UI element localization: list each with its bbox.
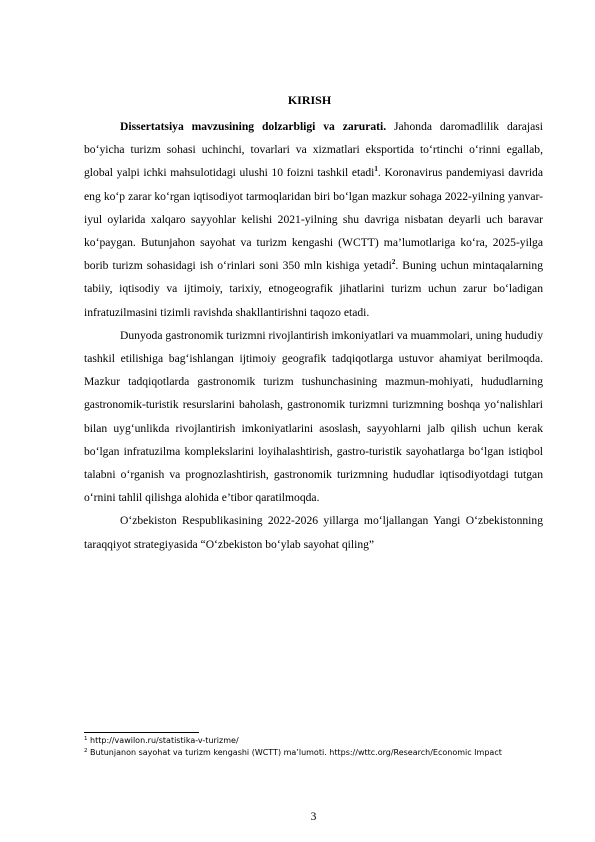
paragraph-1-part-1: Jahonda daromadlilik darajasi bo‘yicha turizm sohasi uchinchi, tovarlari va xizmatlari eksportida to‘rtinchi o‘rinni egallab, global yalpi ichki mahsulotidagi ulushi 10 foizni tashkil etadi	[84, 120, 544, 180]
paragraph-2: Dunyoda gastronomik turizmni rivojlantirish imkoniyatlari va muammolari, uning hududiy tashkil etilishiga bag‘ishlangan ijtimoiy geografik tadqiqotlarga ustuvor ahamiyat berilmoqda. Mazkur tadqiqotlarda gastronomik turizm tushunchasining mazmun-mohiyati, hududlarning gastronomik-turistik resurslarini baholash, gastronomik turizmni turizmning boshqa yo‘nalishlari bilan uyg‘unlikda rivojlantirish imkoniyatlarini asoslash, sayyohlarni jalb qilish uchun kerak bo‘lgan infratuzilma komplekslarini loyihalashtirish, gastro-turistik sayohatlarga bo‘lgan istiqbol talabni o‘rganish va prognozlashtirish, gastronomik turizmning hududlar iqtisodiyotdagi tutgan o‘rnini tahlil qilishga alohida e’tibor qaratilmoqda.	[84, 328, 543, 505]
paragraph-1-part-2: . Koronavirus pandemiyasi davrida eng ko‘p zarar ko‘rgan iqtisodiyot tarmoqlaridan biri bo‘lgan mazkur sohaga 2022-yilning yanvar-iyul oylarida xalqaro sayyohlar kelishi 2021-yilning shu davriga nisbatan deyarli uch baravar ko‘paygan. Butunjahon sayohat va turizm kengashi (WCTT) ma’lumotlariga ko‘ra, 2025-yilga borib turizm sohasidagi ish o‘rinlari soni 350 mln kishiga yetadi	[84, 166, 543, 273]
paragraph-lead: Dissertatsiya mavzusining dolzarbligi va zarurati.	[120, 120, 387, 133]
section-heading: KIRISH	[287, 93, 332, 107]
page-number: 3	[310, 811, 317, 823]
body-text	[84, 115, 543, 556]
footnote-link-1[interactable]: http://vawilon.ru/statistika-v-turizme/	[87, 736, 239, 745]
footnote-1	[84, 735, 545, 747]
footnote-number-1: 1	[84, 736, 88, 742]
paragraph-3: O‘zbekiston Respublikasining 2022-2026 yillarga mo‘ljallangan Yangi O‘zbekistonning taraqqiyot strategiyasida “O‘zbekiston bo‘ylab sayohat qiling”	[84, 514, 543, 551]
footnote-text-2: Butunjanon sayohat va turizm kengashi (WCTT) ma’lumoti. https://wttc.org/Research/Economic Impact	[87, 747, 502, 757]
footnote-divider	[84, 732, 199, 733]
footnote-ref-2[interactable]: 2	[391, 258, 396, 267]
footnote-2	[84, 747, 545, 759]
paragraph-1-part-3: . Buning uchun mintaqalarning tabiiy, iqtisodiy va ijtimoiy, tarixiy, etnogeografik jihatlarini turizm uchun zarur bo‘ladigan infratuzilmasini tizimli ravishda shakllantirishni taqozo etadi.	[84, 259, 543, 319]
footnote-ref-1[interactable]: 1	[374, 165, 378, 174]
paragraph-1	[84, 115, 543, 324]
footnotes	[84, 735, 545, 758]
footnote-number-2: 2	[84, 747, 88, 754]
